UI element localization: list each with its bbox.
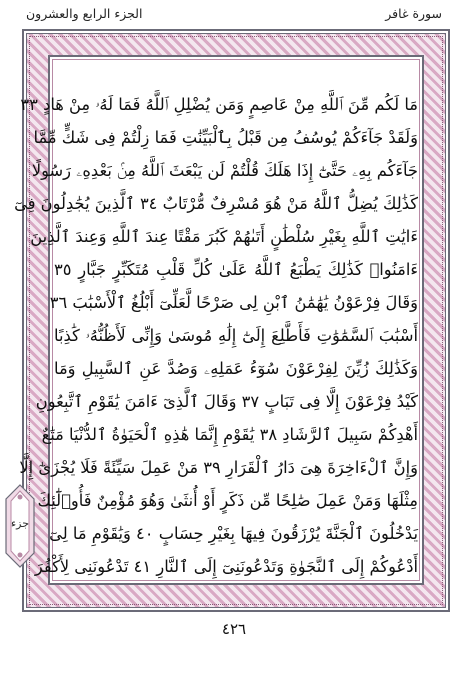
verse-line-15: أَدْعُوكُمْ إِلَى ٱلنَّجَوٰةِ وَتَدْعُونَنِىٓ إِلَى ٱلنَّارِ ٤١ تَدْعُونَنِى لِأَكْفُرَ (34, 557, 418, 576)
verse-line-11: أَهْدِكُمْ سَبِيلَ ٱلرَّشَادِ ٣٨ يَٰقَوْمِ إِنَّمَا هَٰذِهِ ٱلْحَيَوٰةُ ٱلدُّنْيَا مَتَٰعٌ (41, 425, 418, 444)
verse-line-13: مِثْلَهَا وَمَنْ عَمِلَ صَٰلِحًا مِّن ذَكَرٍ أَوْ أُنثَىٰ وَهُوَ مُؤْمِنٌ فَأُو۟لَٰٓئِكَ (37, 491, 418, 510)
verse-line-4: كَذَٰلِكَ يُضِلُّ ٱللَّهُ مَنْ هُوَ مُسْرِفٌ مُّرْتَابٌ ٣٤ ٱلَّذِينَ يُجَٰدِلُونَ فِىٓ (14, 194, 418, 213)
verse-line-12: وَإِنَّ ٱلْءَاخِرَةَ هِىَ دَارُ ٱلْقَرَارِ ٣٩ مَنْ عَمِلَ سَيِّئَةً فَلَا يُجْزَىٰٓ إِلَّا (19, 458, 418, 477)
juz-marker-badge (2, 483, 38, 569)
verse-line-3: جَآءَكُم بِهِۦ حَتَّىٰٓ إِذَا هَلَكَ قُلْتُمْ لَن يَبْعَثَ ٱللَّهُ مِنۢ بَعْدِهِۦ رَسُولًا (31, 161, 418, 180)
verse-line-14: يَدْخُلُونَ ٱلْجَنَّةَ يُرْزَقُونَ فِيهَا بِغَيْرِ حِسَابٍ ٤٠ وَيَٰقَوْمِ مَا لِىٓ (49, 524, 418, 543)
verse-line-1: مَا لَكُم مِّنَ ٱللَّهِ مِنْ عَاصِمٍ وَمَن يُضْلِلِ ٱللَّهُ فَمَا لَهُۥ مِنْ هَادٍ ٣٣ (20, 95, 418, 114)
verse-line-8: أَسْبَٰبَ ٱلسَّمَٰوَٰتِ فَأَطَّلِعَ إِلَىٰٓ إِلَٰهِ مُوسَىٰ وَإِنِّى لَأَظُنُّهُۥ كَٰذِبًا (54, 326, 418, 345)
juz-name-header: الجزء الرابع والعشرون (26, 6, 143, 21)
verse-line-10: كَيْدُ فِرْعَوْنَ إِلَّا فِى تَبَابٍ ٣٧ وَقَالَ ٱلَّذِىٓ ءَامَنَ يَٰقَوْمِ ٱتَّبِعُونِ (35, 392, 418, 411)
surah-name-header: سورة غافر (385, 6, 442, 21)
verse-line-6: ءَامَنُوا۟ كَذَٰلِكَ يَطْبَعُ ٱللَّهُ عَلَىٰ كُلِّ قَلْبِ مُتَكَبِّرٍ جَبَّارٍ ٣٥ (54, 260, 418, 279)
juz-badge-label: جزء (10, 517, 30, 530)
page-number: ٤٢٦ (221, 620, 247, 638)
verse-line-5: ءَايَٰتِ ٱللَّهِ بِغَيْرِ سُلْطَٰنٍ أَتَىٰهُمْ كَبُرَ مَقْتًا عِندَ ٱللَّهِ وَعِندَ ٱلَّذِينَ (30, 227, 418, 246)
verse-line-9: وَكَذَٰلِكَ زُيِّنَ لِفِرْعَوْنَ سُوٓءُ عَمَلِهِۦ وَصُدَّ عَنِ ٱلسَّبِيلِ وَمَا (54, 359, 418, 378)
verse-line-7: وَقَالَ فِرْعَوْنُ يَٰهَٰمَٰنُ ٱبْنِ لِى صَرْحًا لَّعَلِّىٓ أَبْلُغُ ٱلْأَسْبَٰبَ ٣٦ (49, 293, 418, 312)
verse-line-2: وَلَقَدْ جَآءَكُمْ يُوسُفُ مِن قَبْلُ بِٱلْبَيِّنَٰتِ فَمَا زِلْتُمْ فِى شَكٍّ مِّمَّا (33, 128, 418, 147)
